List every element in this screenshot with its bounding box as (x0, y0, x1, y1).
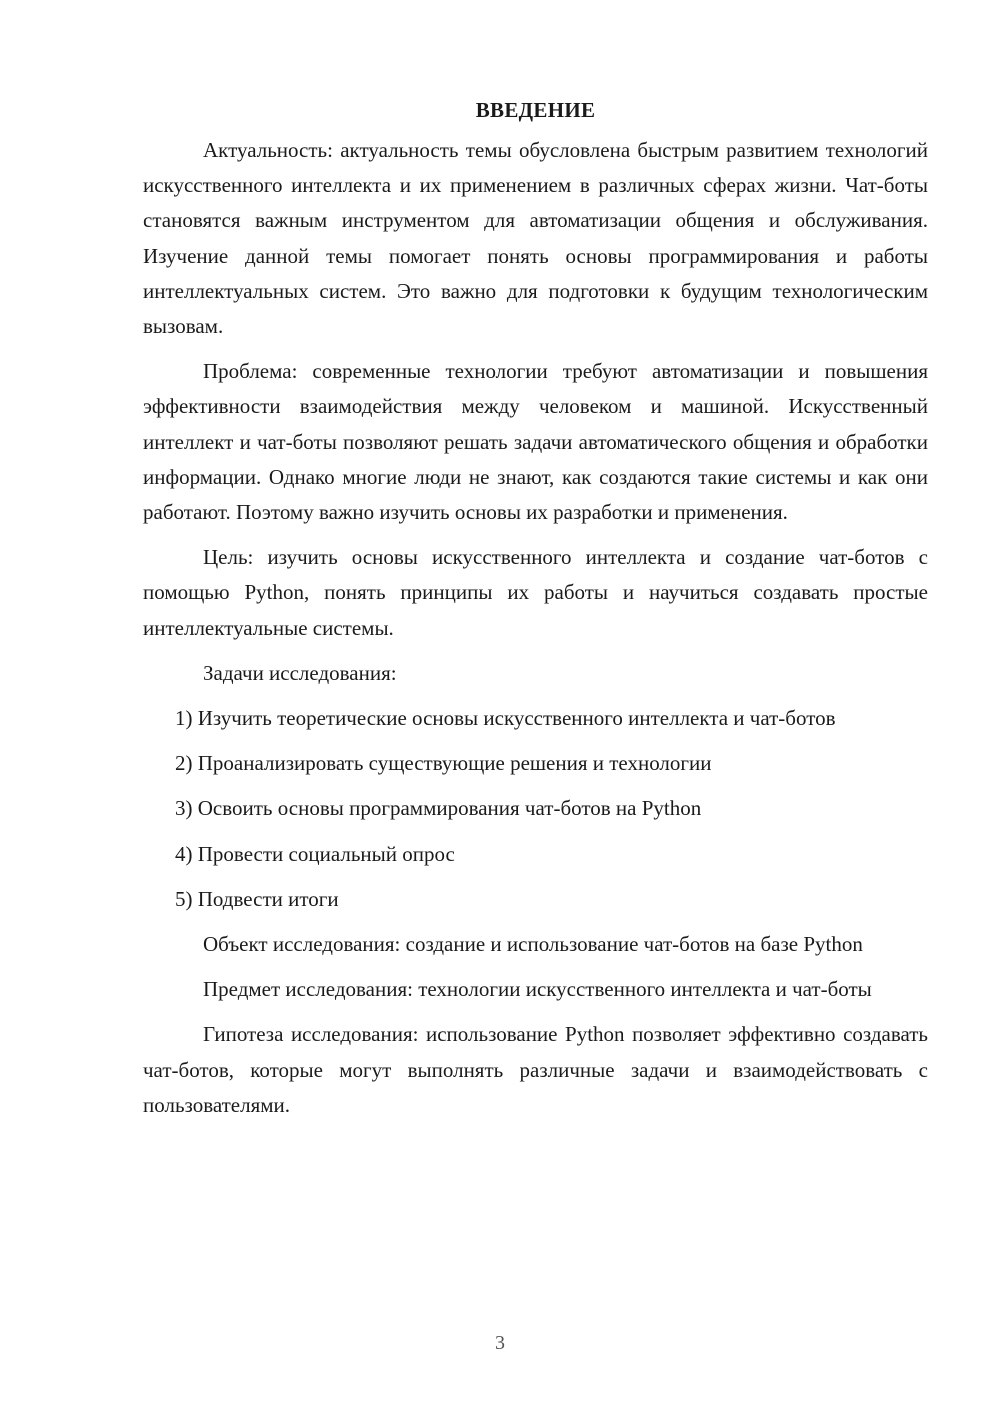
tasks-heading: Задачи исследования: (203, 660, 397, 685)
list-item: 5) Подвести итоги (175, 886, 339, 911)
list-item: 2) Проанализировать существующие решения и технологии (175, 751, 712, 776)
object-paragraph: Объект исследования: создание и использование чат-ботов на базе Python (203, 932, 863, 957)
document-page (143, 92, 928, 1133)
page-number: 3 (495, 1332, 505, 1354)
hypothesis-paragraph: Гипотеза исследования: использование Python позволяет эффективно создавать чат-ботов, которые могут выполнять различные задачи и взаимодействовать с пользователями. (143, 1022, 928, 1117)
tasks-list (143, 701, 928, 917)
document-title: ВВЕДЕНИЕ (475, 98, 596, 122)
subject-paragraph: Предмет исследования: технологии искусственного интеллекта и чат-боты (203, 977, 872, 1002)
problem-paragraph: Проблема: современные технологии требуют автоматизации и повышения эффективности взаимодействия между человеком и машиной. Искусственный интеллект и чат-боты позволяют решать задачи автоматического общения и обработки информации. Однако многие люди не знают, как создаются такие системы и как они работают. Поэтому важно изучить основы их разработки и применения. (143, 359, 928, 525)
list-item: 1) Изучить теоретические основы искусственного интеллекта и чат-ботов (175, 706, 836, 731)
relevance-paragraph: Актуальность: актуальность темы обусловлена быстрым развитием технологий искусственного интеллекта и их применением в различных сферах жизни. Чат-боты становятся важным инструментом для автоматизации общения и обслуживания. Изучение данной темы помогает понять основы программирования и работы интеллектуальных систем. Это важно для подготовки к будущим технологическим вызовам. (143, 138, 928, 339)
goal-paragraph: Цель: изучить основы искусственного интеллекта и создание чат-ботов с помощью Python, понять принципы их работы и научиться создавать простые интеллектуальные системы. (143, 545, 928, 640)
list-item: 4) Провести социальный опрос (175, 841, 455, 866)
list-item: 3) Освоить основы программирования чат-ботов на Python (175, 796, 702, 821)
